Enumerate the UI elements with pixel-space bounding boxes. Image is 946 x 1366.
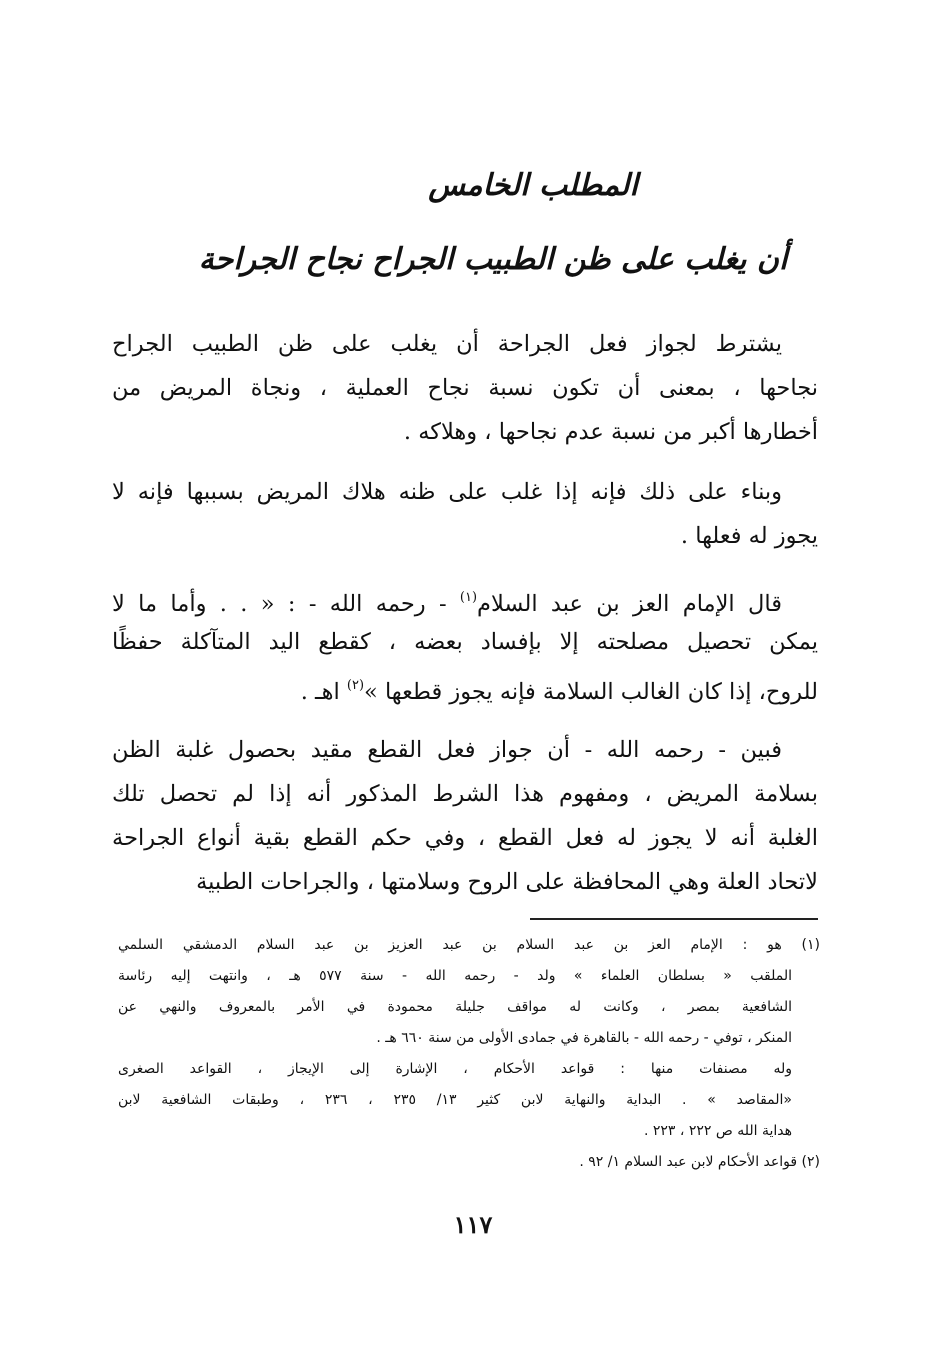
section-subheading: أن يغلب على ظن الطبيب الجراح نجاح الجراحة <box>198 242 788 277</box>
footnote-line: «المقاصد » . البداية والنهاية لابن كثير ١٣/ ٢٣٥ ، ٢٣٦ ، وطبقات الشافعية لابن <box>118 1092 792 1108</box>
text-line <box>112 728 818 772</box>
text-line <box>112 410 818 454</box>
text-segment: للروح، إذا كان الغالب السلامة فإنه يجوز قطعها » <box>364 679 818 705</box>
text-line <box>112 816 818 860</box>
text-line <box>112 664 818 708</box>
footnote-line: الملقب « بسلطان العلماء » ولد - رحمه الله - سنة ٥٧٧ هـ ، وانتهت إليه رئاسة <box>118 968 792 984</box>
text-segment: لاتحاد العلة وهي المحافظة على الروح وسلامتها ، والجراحات الطبية <box>196 869 818 895</box>
text-line <box>112 366 818 410</box>
page-number: ١١٧ <box>453 1210 493 1239</box>
footnote-ref: (١) <box>459 590 478 605</box>
text-segment: يجوز له فعلها . <box>680 523 818 549</box>
paragraph <box>112 576 818 708</box>
section-heading: المطلب الخامس <box>428 168 638 203</box>
text-line <box>112 620 818 664</box>
footnote-line: وله مصنفات منها : قواعد الأحكام ، الإشارة إلى الإيجاز ، القواعد الصغرى <box>118 1061 792 1077</box>
text-segment: وبناء على ذلك فإنه إذا غلب على ظنه هلاك المريض بسببها فإنه لا <box>112 479 782 505</box>
footnotes <box>118 930 820 1178</box>
text-line <box>112 470 818 514</box>
text-segment: يمكن تحصيل مصلحته إلا بإفساد بعضه ، كقطع اليد المتآكلة حفظًا <box>112 629 818 655</box>
text-segment: يشترط لجواز فعل الجراحة أن يغلب على ظن الطبيب الجراح <box>112 331 783 357</box>
footnote-line: (٢) قواعد الأحكام لابن عبد السلام ١/ ٩٢ . <box>579 1154 820 1170</box>
footnote-ref: (٢) <box>346 678 365 693</box>
text-line <box>112 322 818 366</box>
text-segment: نجاحها ، بمعنى أن تكون نسبة نجاح العملية ، ونجاة المريض من <box>112 375 818 401</box>
text-segment: أخطارها أكبر من نسبة عدم نجاحها ، وهلاكه . <box>403 419 818 445</box>
text-segment: اهـ . <box>300 679 347 705</box>
text-segment: بسلامة المريض ، ومفهوم هذا الشرط المذكور أنه إذا لم تحصل تلك <box>112 781 818 807</box>
footnote-divider <box>530 918 818 920</box>
paragraph <box>112 470 818 558</box>
text-line <box>112 576 818 620</box>
text-segment: قال الإمام العز بن عبد السلام <box>477 591 782 617</box>
footnote-line: الشافعية بمصر ، وكانت له مواقف جليلة محمودة في الأمر بالمعروف والنهي عن <box>118 999 792 1015</box>
footnote-line: المنكر ، توفي - رحمه الله - بالقاهرة في جمادى الأولى من سنة ٦٦٠ هـ . <box>376 1030 792 1046</box>
paragraph <box>112 728 818 904</box>
text-segment: فبين - رحمه الله - أن جواز فعل القطع مقيد بحصول غلبة الظن <box>112 737 782 763</box>
text-segment: - رحمه الله - : « . . وأما ما لا <box>112 591 460 617</box>
paragraph <box>112 322 818 454</box>
text-segment: الغلبة أنه لا يجوز له فعل القطع ، وفي حكم القطع بقية أنواع الجراحة <box>112 825 818 851</box>
footnote-line: هداية الله ص ٢٢٢ ، ٢٢٣ . <box>643 1123 792 1139</box>
text-line <box>112 860 818 904</box>
text-line <box>112 514 818 558</box>
footnote-line: (١) هو : الإمام العز بن عبد السلام بن عبد العزيز بن عبد السلام الدمشقي السلمي <box>118 937 820 953</box>
text-line <box>112 772 818 816</box>
